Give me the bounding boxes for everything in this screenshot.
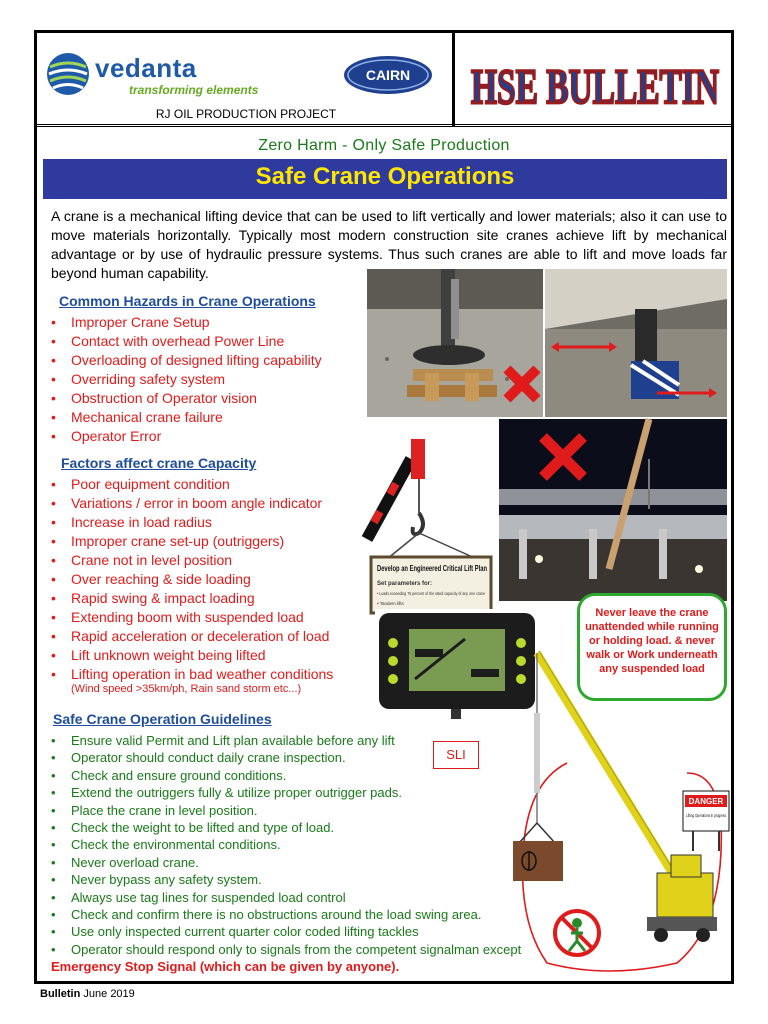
title-banner (43, 159, 727, 199)
outrigger-barrier-photo (545, 269, 727, 417)
hazard-item: • Contact with overhead Power Line (51, 332, 371, 351)
sign-heading: Develop an Engineered Critical Lift Plan (377, 563, 487, 573)
factors-note: (Wind speed >35km/ph, Rain sand storm etc...) (71, 683, 302, 695)
page-title: Safe Crane Operations (255, 163, 515, 190)
factor-item: • Increase in load radius (51, 513, 381, 532)
guideline-item: • Check the environmental conditions. (51, 836, 617, 853)
header-logos (37, 33, 455, 127)
guideline-item: • Operator should conduct daily crane inspection. (51, 749, 617, 766)
intro-paragraph: A crane is a mechanical lifting device that can be used to lift vertically and lower materials; also it can use to move materials horizontally. Typically most modern construction site cranes achieve lift by mechanical advantage or by use of hydraulic pressure systems. Thus such cranes are able to lift and move loads far beyond human capability. (51, 208, 727, 281)
guideline-item: • Ensure valid Permit and Lift plan available before any lift (51, 732, 617, 749)
guideline-item: • Check and confirm there is no obstructions around the load swing area. (51, 906, 617, 923)
sign-line1: • Loads exceeding 75 percent of the rated capacity of any one crane (377, 591, 486, 596)
hazard-item: • Improper Crane Setup (51, 313, 371, 332)
footer-date: June 2019 (83, 988, 135, 1000)
guideline-item: • Check and ensure ground conditions. (51, 767, 617, 784)
crane-hook-illustration (367, 429, 495, 615)
factor-item: • Over reaching & side loading (51, 570, 381, 589)
guideline-item: • Always use tag lines for suspended load control (51, 889, 617, 906)
guideline-item: • Extend the outriggers fully & utilize proper outrigger pads. (51, 784, 617, 801)
factor-item: • Variations / error in boom angle indicator (51, 494, 381, 513)
bulletin-title-area (458, 33, 731, 127)
hazard-item: • Obstruction of Operator vision (51, 389, 371, 408)
brand-name: vedanta (95, 53, 197, 83)
guideline-item: • Use only inspected current quarter color coded lifting tackles (51, 923, 617, 940)
bulletin-frame (34, 30, 749, 984)
footer (40, 988, 135, 1000)
factors-title: Factors affect crane Capacity (61, 455, 257, 471)
sign-line2: • Tandem lifts (377, 601, 404, 606)
sign-sub: Set parameters for: (377, 581, 433, 587)
footer-label: Bulletin (40, 988, 81, 1000)
guideline-item: • Never overload crane. (51, 854, 617, 871)
header (37, 33, 731, 127)
factor-item: • Crane not in level position (51, 551, 381, 570)
factor-item: • Rapid swing & impact loading (51, 589, 381, 608)
guideline-item: • Place the crane in level position. (51, 802, 617, 819)
partner-name: CAIRN (365, 67, 411, 83)
project-name: RJ OIL PRODUCTION PROJECT (155, 107, 337, 121)
hse-bulletin-title (464, 43, 726, 119)
guideline-item: • Never bypass any safety system. (51, 871, 617, 888)
brand-tagline: transforming elements (129, 83, 259, 97)
danger-text: Lifting Operations in progress (686, 814, 749, 819)
hazard-item: • Overriding safety system (51, 370, 371, 389)
factor-item: • Poor equipment condition (51, 475, 381, 494)
factor-item: • Lifting operation in bad weather conditions (51, 665, 381, 684)
factor-item: • Rapid acceleration or deceleration of load (51, 627, 381, 646)
factors-list (51, 475, 381, 684)
hazards-list (51, 313, 371, 446)
crane-illustration (507, 623, 749, 983)
guidelines-title: Safe Crane Operation Guidelines (53, 711, 272, 727)
sli-badge: SLI (433, 741, 479, 769)
factor-item: • Improper crane set-up (outriggers) (51, 532, 381, 551)
guideline-item: • Operator should respond only to signals from the competent signalman except (51, 941, 617, 958)
cairn-logo-icon (343, 55, 433, 95)
warning-bubble-text: Never leave the crane unattended while running or holding load. & never walk or Work underneath any suspended load (585, 607, 719, 675)
emergency-stop-note: Emergency Stop Signal (which can be given by anyone). (51, 959, 400, 975)
outrigger-photo (367, 269, 543, 417)
factor-item: • Lift unknown weight being lifted (51, 646, 381, 665)
hazards-title: Common Hazards in Crane Operations (59, 293, 316, 309)
vedanta-logo-icon (45, 51, 91, 97)
factor-item: • Extending boom with suspended load (51, 608, 381, 627)
pipe-lift-photo (499, 419, 727, 601)
danger-label: DANGER (688, 797, 724, 806)
hazard-item: • Mechanical crane failure (51, 408, 371, 427)
hazard-item: • Overloading of designed lifting capability (51, 351, 371, 370)
guideline-item: • Check the weight to be lifted and type of load. (51, 819, 617, 836)
slogan: Zero Harm - Only Safe Production (258, 137, 510, 154)
hazard-item: • Operator Error (51, 427, 371, 446)
bulletin-title-text: HSE BULLETIN (471, 58, 719, 114)
